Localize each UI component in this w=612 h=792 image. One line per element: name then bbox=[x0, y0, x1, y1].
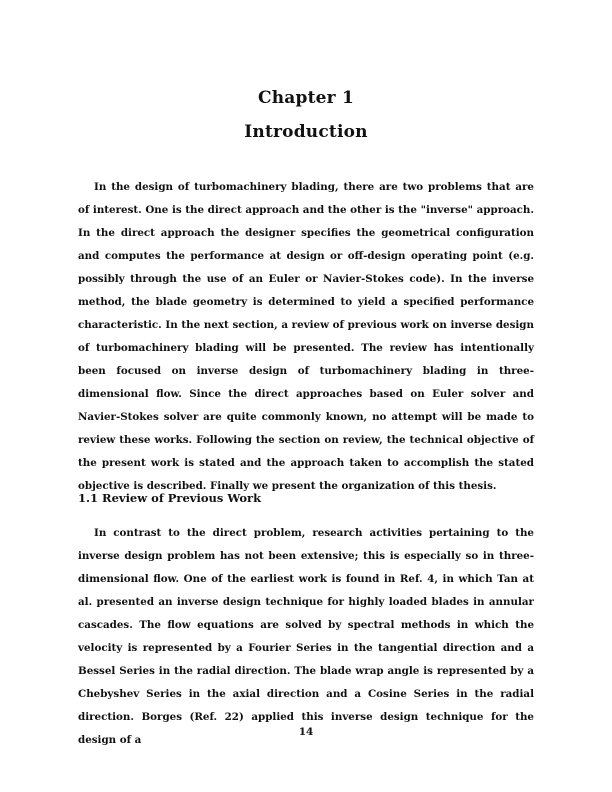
review-paragraph: In contrast to the direct problem, research activities pertaining to the inverse design problem has not been extensive; this is especially so in three-dimensional flow. One of the earliest work is found in Ref. 4, in which Tan at al. presented an inverse design technique for highly loaded blades in annular cascades. The flow equations are solved by spectral methods in which the velocity is represented by a Fourier Series in the tangential direction and a Bessel Series in the radial direction. The blade wrap angle is represented by a Chebyshev Series in the axial direction and a Cosine Series in the radial direction. Borges (Ref. 22) applied this inverse design technique for the design of a bbox=[78, 527, 534, 746]
intro-paragraph: In the design of turbomachinery blading, there are two problems that are of interest. One is the direct approach and the other is the "inverse" approach. In the direct approach the designer specifies the geometrical configuration and computes the performance at design or off-design operating point (e.g. possibly through the use of an Euler or Navier-Stokes code). In the inverse method, the blade geometry is determined to yield a specified performance characteristic. In the next section, a review of previous work on inverse design of turbomachinery blading will be presented. The review has intentionally been focused on inverse design of turbomachinery blading in three-dimensional flow. Since the direct approaches based on Euler solver and Navier-Stokes solver are quite commonly known, no attempt will be made to review these works. Following the section on review, the technical objective of the present work is stated and the approach taken to accomplish the stated objective is described. Finally we present the organization of this thesis. bbox=[78, 181, 534, 492]
chapter-label: Chapter 1 bbox=[258, 88, 354, 108]
chapter-title: Introduction bbox=[244, 122, 368, 142]
section-heading: 1.1 Review of Previous Work bbox=[78, 491, 262, 505]
page-number: 14 bbox=[298, 726, 314, 738]
